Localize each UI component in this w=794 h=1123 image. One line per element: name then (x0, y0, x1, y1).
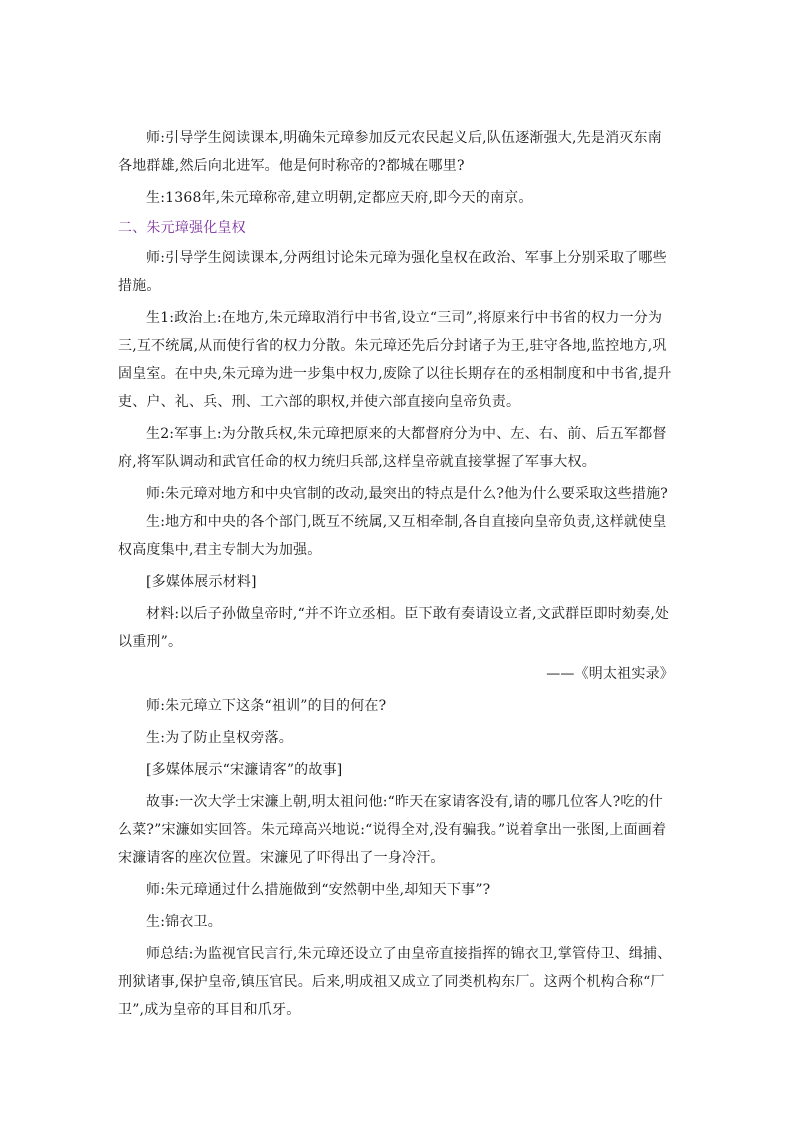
document-page (118, 124, 674, 1024)
paragraph-teacher-question-4: 师:朱元璋立下这条“祖训”的目的何在? (146, 698, 387, 714)
paragraph-teacher-question-2: 师:引导学生阅读课本,分两组讨论朱元璋为强化皇权在政治、军事上分别采取了哪些措施。 (118, 250, 667, 294)
paragraph-teacher-question-1: 师:引导学生阅读课本,明确朱元璋参加反元农民起义后,队伍逐渐强大,先是消灭东南各地群雄,然后向北进军。他是何时称帝的?都城在哪里? (118, 130, 662, 174)
paragraph-student-2-military: 生2:军事上:为分散兵权,朱元璋把原来的大都督府分为中、左、右、前、后五军都督府,将军队调动和武官任命的权力统归兵部,这样皇帝就直接掌握了军事大权。 (118, 426, 667, 470)
quote-source: ——《明太祖实录》 (546, 666, 674, 682)
section-heading-2: 二、朱元璋强化皇权 (118, 220, 246, 236)
multimedia-note-2: [多媒体展示“宋濂请客”的故事] (146, 762, 343, 778)
paragraph-student-answer-5: 生:锦衣卫。 (146, 914, 222, 930)
paragraph-teacher-question-5: 师:朱元璋通过什么措施做到“安然朝中坐,却知天下事”? (146, 882, 491, 898)
paragraph-student-1-politics: 生1:政治上:在地方,朱元璋取消行中书省,设立“三司”,将原来行中书省的权力一分为三,互不统属,从而使行省的权力分散。朱元璋还先后分封诸子为王,驻守各地,监控地方,巩固皇室。在中央,朱元璋为进一步集中权力,废除了以往长期存在的丞相制度和中书省,提升吏、户、礼、兵、刑、工六部的职权,并使六部直接向皇帝负责。 (118, 310, 672, 410)
paragraph-student-answer-3: 生:地方和中央的各个部门,既互不统属,又互相牵制,各自直接向皇帝负责,这样就使皇权高度集中,君主专制大为加强。 (118, 514, 667, 558)
paragraph-story: 故事:一次大学士宋濂上朝,明太祖问他:“昨天在家请客没有,请的哪几位客人?吃的什么菜?”宋濂如实回答。朱元璋高兴地说:“说得全对,没有骗我。”说着拿出一张图,上面画着宋濂请客的座次位置。宋濂见了吓得出了一身冷汗。 (118, 794, 667, 866)
paragraph-student-answer-4: 生:为了防止皇权旁落。 (146, 730, 293, 746)
paragraph-teacher-question-3: 师:朱元璋对地方和中央官制的改动,最突出的特点是什么?他为什么要采取这些措施? (146, 486, 668, 502)
paragraph-material-quote: 材料:以后子孙做皇帝时,“并不许立丞相。臣下敢有奏请设立者,文武群臣即时劾奏,处以重刑”。 (118, 606, 670, 650)
paragraph-student-answer-1: 生:1368年,朱元璋称帝,建立明朝,定都应天府,即今天的南京。 (146, 190, 533, 206)
paragraph-teacher-summary: 师总结:为监视官民言行,朱元璋还设立了由皇帝直接指挥的锦衣卫,掌管侍卫、缉捕、刑狱诸事,保护皇帝,镇压官民。后来,明成祖又成立了同类机构东厂。这两个机构合称“厂卫”,成为皇帝的耳目和爪牙。 (118, 946, 672, 1018)
multimedia-note-1: [多媒体展示材料] (146, 574, 257, 590)
